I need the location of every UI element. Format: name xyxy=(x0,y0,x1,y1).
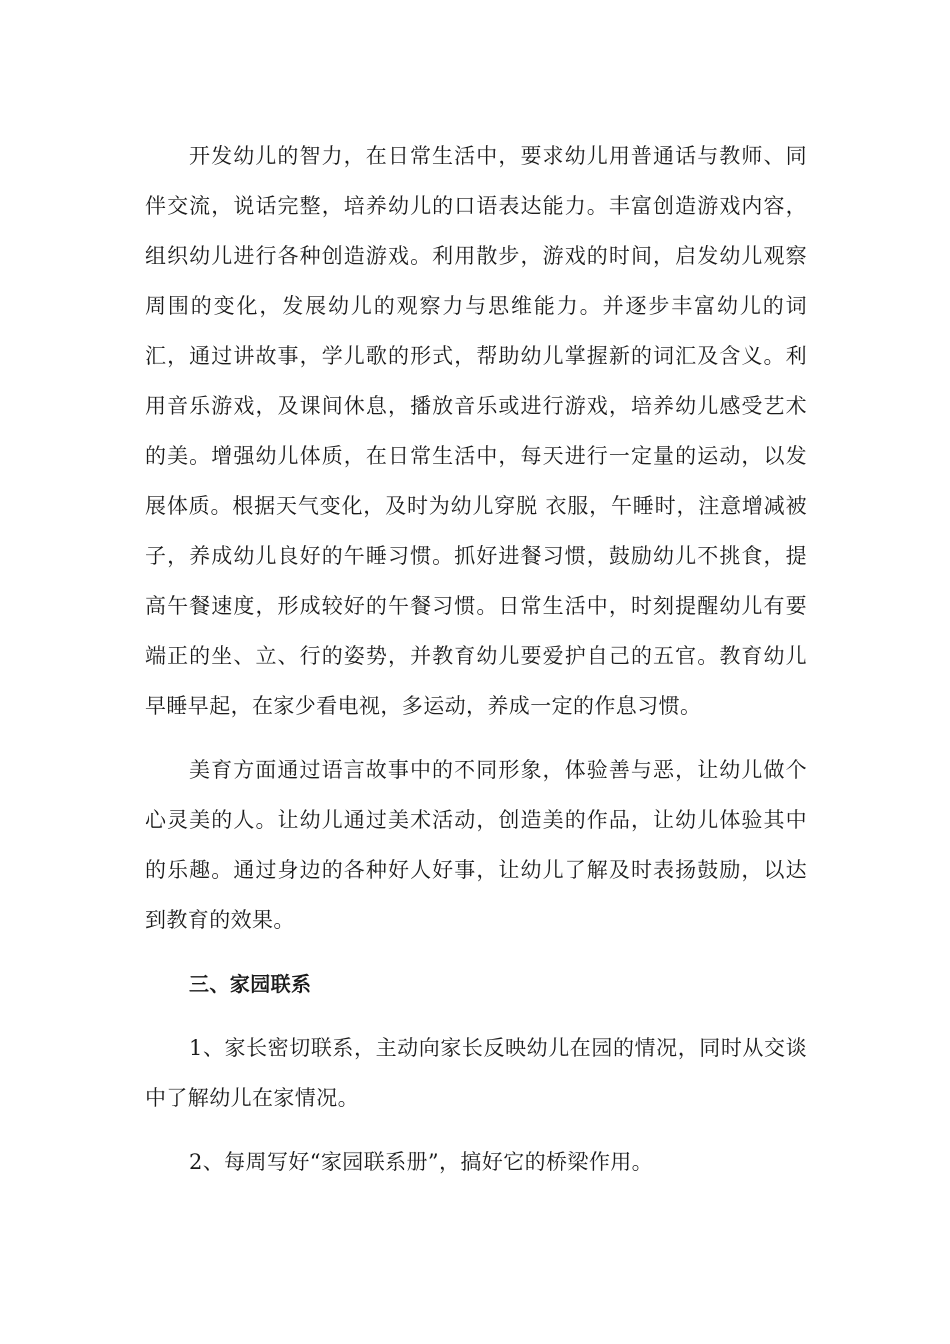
paragraph-gap xyxy=(145,731,807,745)
list-item-1: 1、家长密切联系，主动向家长反映幼儿在园的情况，同时从交谈中了解幼儿在家情况。 xyxy=(145,1036,807,1110)
paragraph-intellect: 开发幼儿的智力，在日常生活中，要求幼儿用普通话与教师、同伴交流，说话完整，培养幼儿的口语表达能力。丰富创造游戏内容，组织幼儿进行各种创造游戏。利用散步，游戏的时间，启发幼儿观察周围的变化，发展幼儿的观察力与思维能力。并逐步丰富幼儿的词汇，通过讲故事，学儿歌的形式，帮助幼儿掌握新的词汇及含义。利用音乐游戏，及课间休息，播放音乐或进行游戏，培养幼儿感受艺术的美。增强幼儿体质，在日常生活中，每天进行一定量的运动，以发展体质。根据天气变化，及时为幼儿穿脱 衣服，午睡时，注意增减被子，养成幼儿良好的午睡习惯。抓好进餐习惯，鼓励幼儿不挑食，提高午餐速度，形成较好的午餐习惯。日常生活中，时刻提醒幼儿有要端正的坐、立、行的姿势，并教育幼儿要爱护自己的五官。教育幼儿早睡早起，在家少看电视，多运动，养成一定的作息习惯。 xyxy=(145,144,807,718)
list-item-2: 2、每周写好“家园联系册”，搞好它的桥梁作用。 xyxy=(189,1150,654,1174)
paragraph-gap xyxy=(145,1009,807,1023)
document-body xyxy=(145,131,807,1187)
section-heading-home-school: 三、家园联系 xyxy=(189,972,312,996)
paragraph-aesthetic: 美育方面通过语言故事中的不同形象，体验善与恶，让幼儿做个心灵美的人。让幼儿通过美术活动，创造美的作品，让幼儿体验其中的乐趣。通过身边的各种好人好事，让幼儿了解及时表扬鼓励，以达到教育的效果。 xyxy=(145,758,807,932)
paragraph-gap xyxy=(145,945,807,959)
paragraph-gap xyxy=(145,1123,807,1137)
